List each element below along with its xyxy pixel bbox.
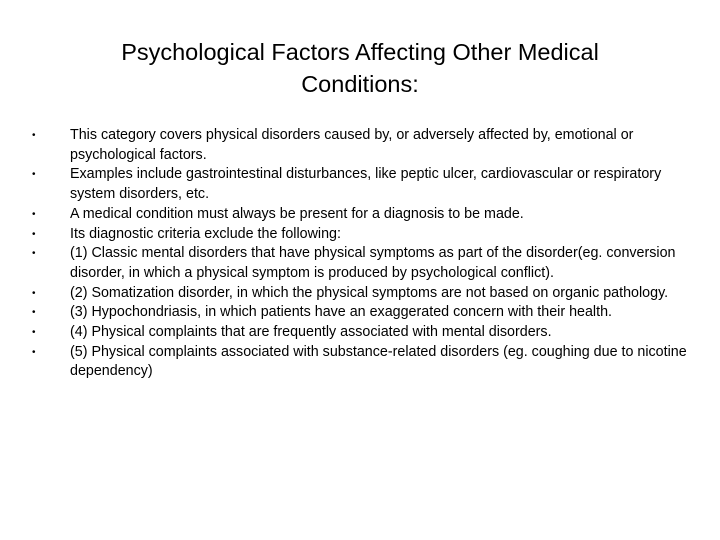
bullet-dot-icon: • xyxy=(32,130,36,141)
bullet-item xyxy=(0,244,720,283)
bullet-dot-icon: • xyxy=(32,228,36,240)
bullet-dot-icon: • xyxy=(32,208,36,220)
bullet-item xyxy=(0,284,720,304)
bullet-item xyxy=(0,205,720,225)
slide-title: Psychological Factors Affecting Other Medical Conditions: xyxy=(121,39,599,97)
bullet-dot-icon: • xyxy=(32,327,36,339)
bullet-text: This category covers physical disorders caused by, or adversely affected by, emotional or psychological factors. xyxy=(70,127,634,163)
bullet-dot-icon: • xyxy=(32,248,36,260)
bullet-item xyxy=(0,126,720,165)
bullet-text: A medical condition must always be present for a diagnosis to be made. xyxy=(70,205,524,222)
bullet-dot-icon: • xyxy=(32,346,36,358)
bullet-list xyxy=(0,126,720,382)
bullet-text: (2) Somatization disorder, in which the physical symptoms are not based on organic pathology. xyxy=(70,284,669,301)
bullet-text: (5) Physical complaints associated with substance-related disorders (eg. coughing due to nicotine dependency) xyxy=(70,343,687,380)
bullet-item xyxy=(0,225,720,245)
bullet-dot-icon: • xyxy=(32,307,36,319)
bullet-item xyxy=(0,303,720,323)
bullet-item xyxy=(0,165,720,204)
bullet-item xyxy=(0,343,720,382)
bullet-text: Examples include gastrointestinal disturbances, like peptic ulcer, cardiovascular or respiratory system disorders, etc. xyxy=(70,166,662,203)
bullet-text: (1) Classic mental disorders that have physical symptoms as part of the disorder(eg. conversion disorder, in which a physical symptom is produced by psychological conflict). xyxy=(70,245,676,281)
bullet-text: Its diagnostic criteria exclude the following: xyxy=(70,225,341,242)
bullet-dot-icon: • xyxy=(32,169,36,181)
bullet-item xyxy=(0,323,720,343)
bullet-dot-icon: • xyxy=(32,287,36,299)
bullet-text: (4) Physical complaints that are frequently associated with mental disorders. xyxy=(70,324,552,341)
bullet-text: (3) Hypochondriasis, in which patients have an exaggerated concern with their health. xyxy=(70,304,613,321)
